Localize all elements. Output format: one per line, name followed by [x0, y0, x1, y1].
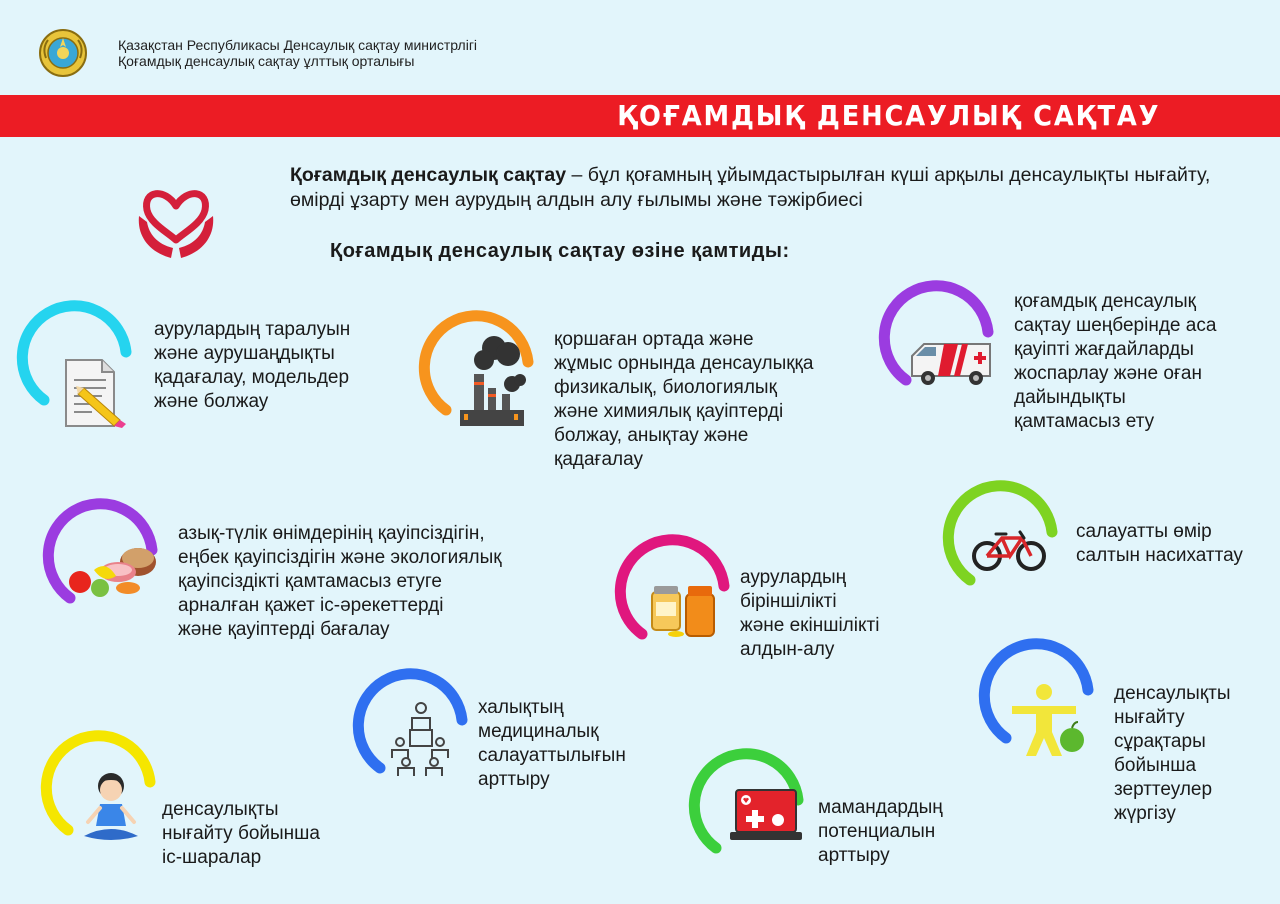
item-activities-text	[162, 798, 320, 870]
item-line: және аурушаңдықты	[154, 343, 335, 364]
yoga-girl-icon	[80, 770, 142, 846]
item-emergency-text	[1014, 290, 1216, 434]
item-line: еңбек қауіпсіздігін және экологиялық	[178, 547, 502, 568]
lecture-icon	[388, 700, 454, 780]
kazakhstan-emblem-icon	[38, 28, 88, 78]
item-line: халықтың	[478, 697, 564, 718]
item-lifestyle-text	[1076, 520, 1243, 568]
item-line: зерттеулер	[1114, 779, 1213, 800]
definition-paragraph	[290, 163, 1220, 213]
item-line: қауіпсіздікті қамтамасыз етуге	[178, 571, 442, 592]
item-line: денсаулықты	[162, 799, 279, 820]
item-line: және химиялық қауіптерді	[554, 401, 784, 422]
item-line: және қауіптерді бағалау	[178, 619, 390, 640]
item-line: салауатты өмір	[1076, 521, 1212, 542]
item-line: сұрақтары	[1114, 731, 1206, 752]
item-line: біріншілікті	[740, 591, 837, 612]
item-line: аурулардың таралуын	[154, 319, 351, 340]
item-line: азық-түлік өнімдерінің қауіпсіздігін,	[178, 523, 485, 544]
item-line: арналған қажет іс-әрекеттерді	[178, 595, 444, 616]
item-literacy-text	[478, 696, 626, 792]
item-environment-text	[554, 328, 813, 472]
ministry-line-2: Қоғамдық денсаулық сақтау ұлттық орталығы	[118, 53, 415, 69]
ministry-name	[118, 37, 477, 69]
item-line: және болжау	[154, 391, 269, 412]
item-line: бойынша	[1114, 755, 1197, 776]
section-subheading: Қоғамдық денсаулық сақтау өзіне қамтиды:	[330, 240, 790, 262]
bicycle-icon	[972, 528, 1046, 572]
item-line: физикалық, биологиялық	[554, 377, 777, 398]
item-food-safety-text	[178, 522, 502, 642]
item-line: болжау, анықтау және	[554, 425, 749, 446]
item-line: аурулардың	[740, 567, 847, 588]
item-line: қауіпті жағдайларды	[1014, 339, 1194, 360]
document-pencil-icon	[62, 358, 132, 430]
factory-icon	[454, 330, 530, 430]
item-line: салтын насихаттау	[1076, 545, 1243, 566]
item-research-text	[1114, 682, 1231, 826]
fitness-person-icon	[1008, 682, 1088, 758]
medicine-jars-icon	[650, 582, 718, 640]
heart-hands-icon	[135, 168, 217, 260]
item-prevention-text	[740, 566, 879, 662]
food-icon	[66, 540, 160, 600]
medical-laptop-icon	[728, 788, 804, 844]
ministry-line-1: Қазақстан Республикасы Денсаулық сақтау министрлігі	[118, 37, 478, 53]
definition-term: Қоғамдық денсаулық сақтау	[290, 164, 567, 186]
item-line: медициналық	[478, 721, 599, 742]
item-line: алдын-алу	[740, 639, 835, 660]
item-line: сақтау шеңберінде аса	[1014, 315, 1217, 336]
item-line: және екіншілікті	[740, 615, 880, 636]
item-line: жұмыс орнында денсаулыққа	[554, 353, 814, 374]
item-line: денсаулықты	[1114, 683, 1231, 704]
banner-title: ҚОҒАМДЫҚ ДЕНСАУЛЫҚ САҚТАУ	[616, 99, 1160, 132]
item-specialists-text	[818, 796, 943, 868]
item-line: нығайту бойынша	[162, 823, 320, 844]
item-line: іс-шаралар	[162, 847, 262, 868]
item-line: арттыру	[818, 845, 890, 866]
item-line: қоршаған ортада және	[554, 329, 754, 350]
item-line: жоспарлау және оған	[1014, 363, 1202, 384]
definition-text: – бұл қоғамның ұйымдастырылған күші арқылы денсаулықты нығайту, өмірді ұзарту мен аурудың алдын алу ғылымы және тәжірбиесі	[290, 164, 1211, 211]
item-line: қоғамдық денсаулық	[1014, 291, 1196, 312]
ambulance-icon	[910, 338, 996, 386]
item-line: мамандардың	[818, 797, 943, 818]
item-line: арттыру	[478, 769, 550, 790]
item-line: дайындықты	[1014, 387, 1126, 408]
item-line: қамтамасыз ету	[1014, 411, 1155, 432]
item-line: жүргізу	[1114, 803, 1176, 824]
item-line: нығайту	[1114, 707, 1185, 728]
item-line: қадағалау	[554, 449, 643, 470]
item-line: салауаттылығын	[478, 745, 626, 766]
item-line: қадағалау, модельдер	[154, 367, 350, 388]
item-line: потенциалын	[818, 821, 936, 842]
item-surveillance-text	[154, 318, 350, 414]
